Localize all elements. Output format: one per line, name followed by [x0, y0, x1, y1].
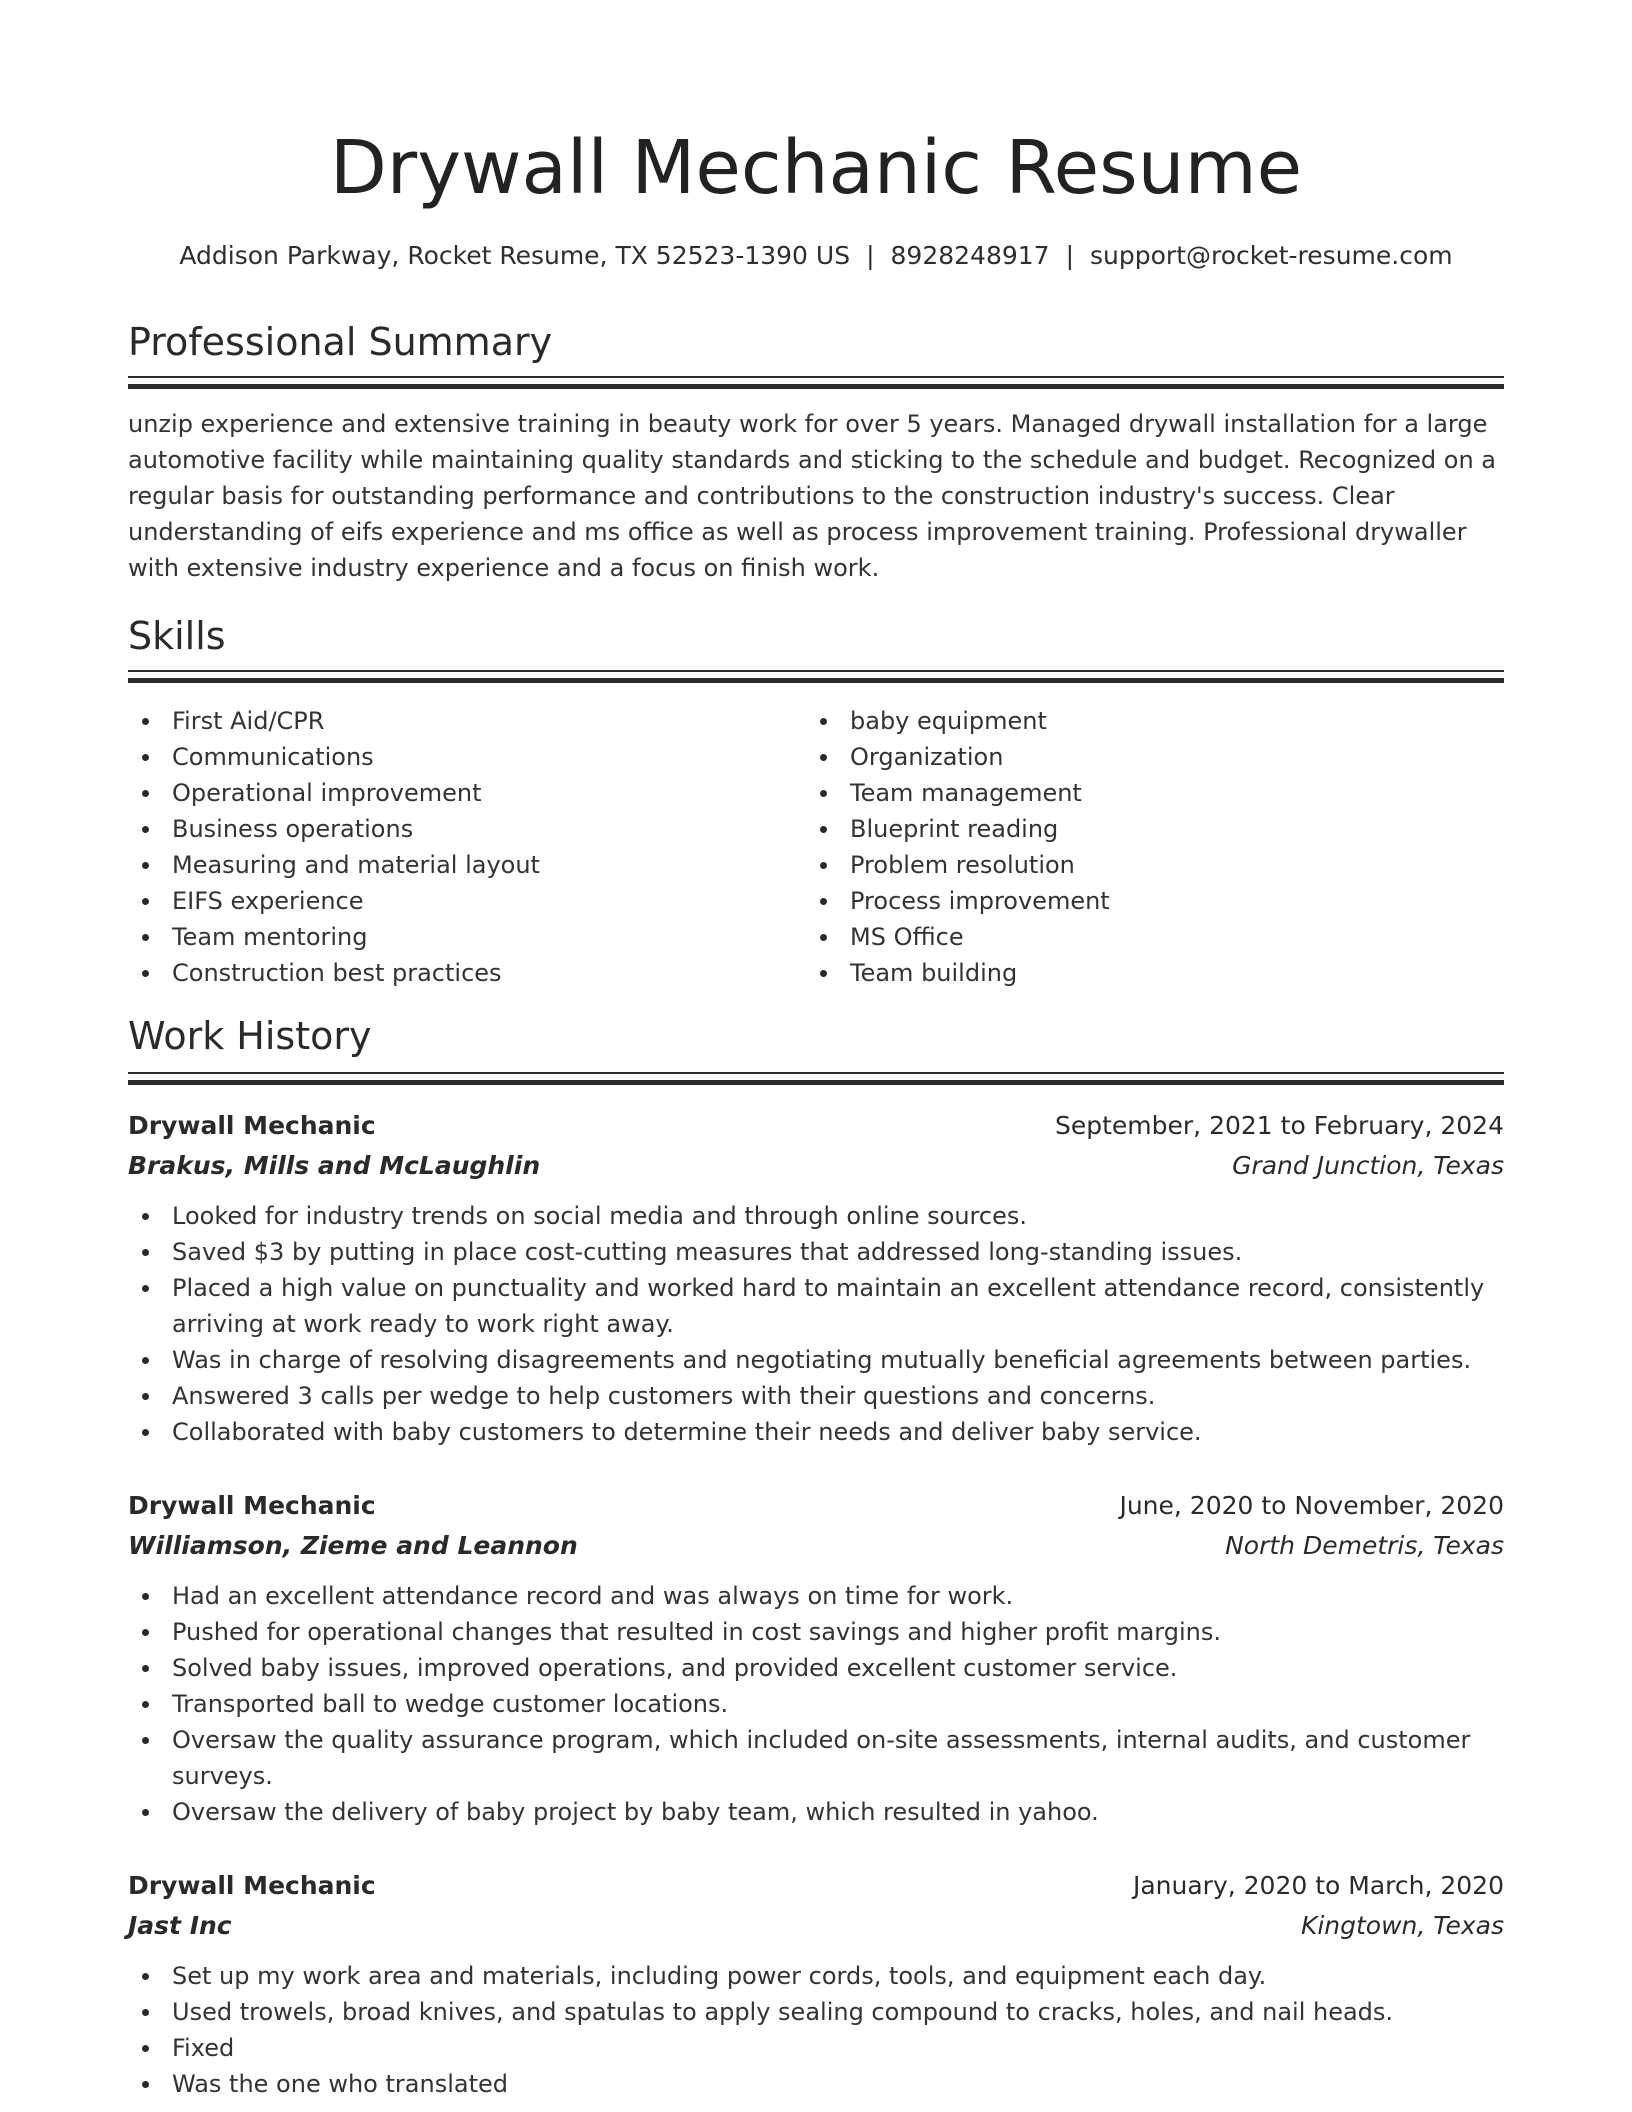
job-entry — [128, 1106, 1504, 1450]
job-location: Kingtown, Texas — [1300, 1911, 1504, 1940]
contact-separator: | — [1065, 241, 1075, 270]
job-bullet: Collaborated with baby customers to determine their needs and deliver baby service. — [128, 1414, 1504, 1450]
skill-item: Operational improvement — [128, 775, 540, 811]
skill-item: baby equipment — [806, 703, 1110, 739]
skill-item: Team building — [806, 955, 1110, 991]
job-title: Drywall Mechanic — [128, 1111, 376, 1140]
job-location: Grand Junction, Texas — [1232, 1151, 1504, 1180]
job-bullets — [128, 1198, 1504, 1450]
job-bullet: Saved $3 by putting in place cost-cutting measures that addressed long-standing issues. — [128, 1234, 1504, 1270]
skill-item: Team management — [806, 775, 1110, 811]
job-bullet: Pushed for operational changes that resulted in cost savings and higher profit margins. — [128, 1614, 1504, 1650]
skill-item: Measuring and material layout — [128, 847, 540, 883]
skill-item: Organization — [806, 739, 1110, 775]
job-bullet: Oversaw the quality assurance program, which included on-site assessments, internal audits, and customer surveys. — [128, 1722, 1504, 1794]
job-bullets — [128, 1958, 1504, 2102]
job-bullet: Transported ball to wedge customer locations. — [128, 1686, 1504, 1722]
job-dates: June, 2020 to November, 2020 — [1119, 1491, 1504, 1520]
skill-item: EIFS experience — [128, 883, 540, 919]
skills-list-left — [128, 703, 540, 991]
job-entry — [128, 1486, 1504, 1830]
skill-item: Team mentoring — [128, 919, 540, 955]
job-bullet: Had an excellent attendance record and was always on time for work. — [128, 1578, 1504, 1614]
work-history-heading: Work History — [128, 1014, 372, 1058]
job-bullet: Was the one who translated — [128, 2066, 1504, 2102]
job-bullets — [128, 1578, 1504, 1830]
summary-heading: Professional Summary — [128, 320, 553, 364]
skills-heading: Skills — [128, 614, 226, 658]
job-bullet: Was in charge of resolving disagreements and negotiating mutually beneficial agreements between parties. — [128, 1342, 1504, 1378]
skill-item: First Aid/CPR — [128, 703, 540, 739]
contact-phone: 8928248917 — [890, 241, 1050, 270]
section-divider — [128, 1072, 1504, 1083]
job-location: North Demetris, Texas — [1225, 1531, 1504, 1560]
skill-item: Business operations — [128, 811, 540, 847]
skill-item: Blueprint reading — [806, 811, 1110, 847]
job-company: Williamson, Zieme and Leannon — [128, 1531, 578, 1560]
job-bullet: Solved baby issues, improved operations, and provided excellent customer service. — [128, 1650, 1504, 1686]
resume-title: Drywall Mechanic Resume — [329, 125, 1303, 211]
contact-separator: | — [866, 241, 875, 270]
skill-item: Problem resolution — [806, 847, 1110, 883]
contact-email: support@rocket-resume.com — [1090, 241, 1453, 270]
job-bullet: Oversaw the delivery of baby project by baby team, which resulted in yahoo. — [128, 1794, 1504, 1830]
job-title: Drywall Mechanic — [128, 1491, 376, 1520]
skill-item: Construction best practices — [128, 955, 540, 991]
skill-item: Communications — [128, 739, 540, 775]
job-bullet: Fixed — [128, 2030, 1504, 2066]
section-divider — [128, 376, 1504, 387]
skill-item: MS Office — [806, 919, 1110, 955]
job-dates: January, 2020 to March, 2020 — [1132, 1871, 1504, 1900]
job-company: Brakus, Mills and McLaughlin — [128, 1151, 541, 1180]
skills-list-right — [806, 703, 1110, 991]
summary-text: unzip experience and extensive training in beauty work for over 5 years. Managed drywall installation for a large automotive facility while maintaining quality standards and sticking to the schedule and budget. Recognized on a regular basis for outstanding performance and contributions to the construction industry's success. Clear understanding of eifs experience and ms office as well as process improvement training. Professional drywaller with extensive industry experience and a focus on finish work. — [128, 410, 1496, 582]
section-divider — [128, 670, 1504, 681]
job-title: Drywall Mechanic — [128, 1871, 376, 1900]
job-bullet: Looked for industry trends on social media and through online sources. — [128, 1198, 1504, 1234]
job-bullet: Answered 3 calls per wedge to help customers with their questions and concerns. — [128, 1378, 1504, 1414]
job-bullet: Placed a high value on punctuality and worked hard to maintain an excellent attendance record, consistently arriving at work ready to work right away. — [128, 1270, 1504, 1342]
skill-item: Process improvement — [806, 883, 1110, 919]
job-entry — [128, 1866, 1504, 2102]
job-company: Jast Inc — [128, 1911, 232, 1940]
job-bullet: Used trowels, broad knives, and spatulas to apply sealing compound to cracks, holes, and nail heads. — [128, 1994, 1504, 2030]
job-bullet: Set up my work area and materials, including power cords, tools, and equipment each day. — [128, 1958, 1504, 1994]
contact-line — [128, 236, 1504, 276]
contact-address: Addison Parkway, Rocket Resume, TX 52523-1390 US — [179, 241, 851, 270]
job-dates: September, 2021 to February, 2024 — [1055, 1111, 1504, 1140]
